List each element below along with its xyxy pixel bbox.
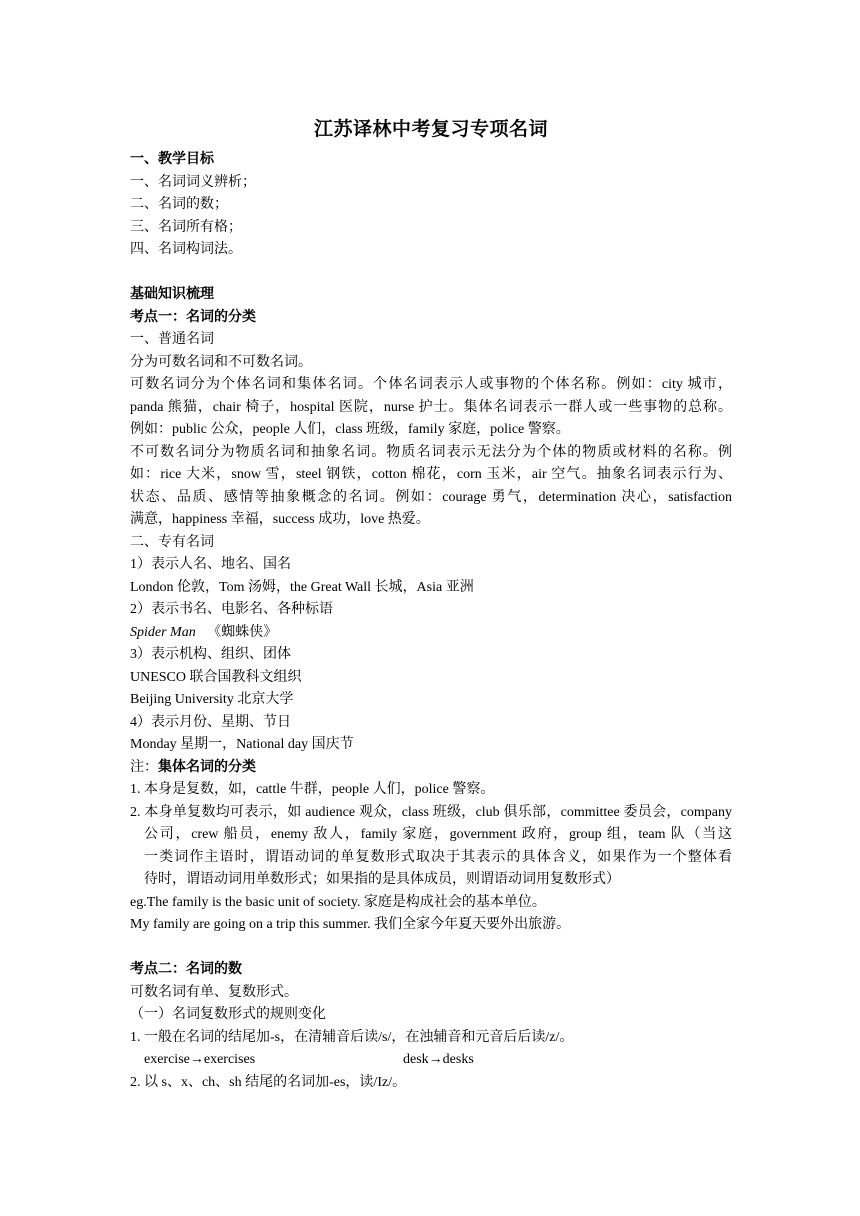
paragraph-line: 分为可数名词和不可数名词。: [130, 355, 312, 370]
note-title: 集体名词的分类: [158, 760, 256, 775]
note-item-cont: 公司，crew 船员，enemy 敌人，family 家庭，government 政府，group 组，team 队（当这: [144, 827, 732, 842]
example-word: desk→desks: [403, 1052, 474, 1067]
paragraph-line: 例如：public 公众，people 人们，class 班级，family 家庭，police 警察。: [130, 422, 570, 437]
paragraph-line: 可数名词有单、复数形式。: [130, 985, 298, 1000]
objective-item: 三、名词所有格；: [130, 220, 242, 235]
list-item: 4）表示月份、星期、节日: [130, 715, 291, 730]
list-item: 1）表示人名、地名、国名: [130, 557, 291, 572]
point-heading: 考点二：名词的数: [130, 962, 242, 977]
rule-item: 1. 一般在名词的结尾加-s，在清辅音后读/s/，在浊辅音和元音后后读/z/。: [130, 1030, 574, 1045]
example-sentence: eg.The family is the basic unit of society. 家庭是构成社会的基本单位。: [130, 895, 546, 910]
subheading: （一）名词复数形式的规则变化: [130, 1007, 326, 1022]
paragraph-line: 状态、品质、感情等抽象概念的名词。例如：courage 勇气，determination 决心，satisfaction: [130, 490, 732, 505]
paragraph-line: 不可数名词分为物质名词和抽象名词。物质名词表示无法分为个体的物质或材料的名称。例: [130, 445, 732, 460]
subheading: 二、专有名词: [130, 535, 214, 550]
paragraph-line: panda 熊猫，chair 椅子，hospital 医院，nurse 护士。集体名词表示一群人或一些事物的总称。: [130, 400, 732, 415]
book-title: Spider Man: [130, 625, 196, 640]
note-heading: [130, 757, 256, 779]
example-pair: [144, 1049, 732, 1071]
note-item-cont: 一类词作主语时，谓语动词的单复数形式取决于其表示的具体含义，如果作为一个整体看: [144, 850, 732, 865]
example-line: London 伦敦，Tom 汤姆，the Great Wall 长城，Asia 亚洲: [130, 580, 474, 595]
example-line: Monday 星期一，National day 国庆节: [130, 737, 354, 752]
objective-item: 二、名词的数；: [130, 197, 228, 212]
list-item: 2）表示书名、电影名、各种标语: [130, 602, 333, 617]
paragraph-line: 满意，happiness 幸福，success 成功，love 热爱。: [130, 512, 430, 527]
book-title-cn: 《蜘蛛侠》: [207, 625, 278, 640]
objectives-heading: 一、教学目标: [130, 152, 214, 167]
point-heading: 考点一：名词的分类: [130, 310, 256, 325]
note-item-cont: 待时，谓语动词用单数形式；如果指的是具体成员，则谓语动词用复数形式）: [144, 872, 620, 887]
note-item: 2. 本身单复数均可表示，如 audience 观众，class 班级，club 俱乐部，committee 委员会，company: [130, 805, 732, 820]
example-word: exercise→exercises: [144, 1052, 256, 1067]
objective-item: 四、名词构词法。: [130, 242, 242, 257]
paragraph-line: 如：rice 大米，snow 雪，steel 钢铁，cotton 棉花，corn 玉米，air 空气。抽象名词表示行为、: [130, 467, 732, 482]
note-prefix: 注：: [130, 760, 158, 775]
note-item: 1. 本身是复数，如，cattle 牛群，people 人们，police 警察。: [130, 782, 495, 797]
paragraph-line: 可数名词分为个体名词和集体名词。个体名词表示人或事物的个体名称。例如：city 城市，: [130, 377, 732, 392]
example-line: Beijing University 北京大学: [130, 692, 294, 707]
list-item: 3）表示机构、组织、团体: [130, 647, 291, 662]
example-line: [130, 622, 277, 644]
example-sentence: My family are going on a trip this summer. 我们全家今年夏天要外出旅游。: [130, 917, 571, 932]
section-heading: 基础知识梳理: [130, 287, 214, 302]
example-line: UNESCO 联合国教科文组织: [130, 670, 302, 685]
rule-item: 2. 以 s、x、ch、sh 结尾的名词加-es，读/Iz/。: [130, 1075, 407, 1090]
page-title: 江苏译林中考复习专项名词: [313, 119, 548, 140]
objective-item: 一、名词词义辨析；: [130, 175, 256, 190]
subheading: 一、普通名词: [130, 332, 214, 347]
